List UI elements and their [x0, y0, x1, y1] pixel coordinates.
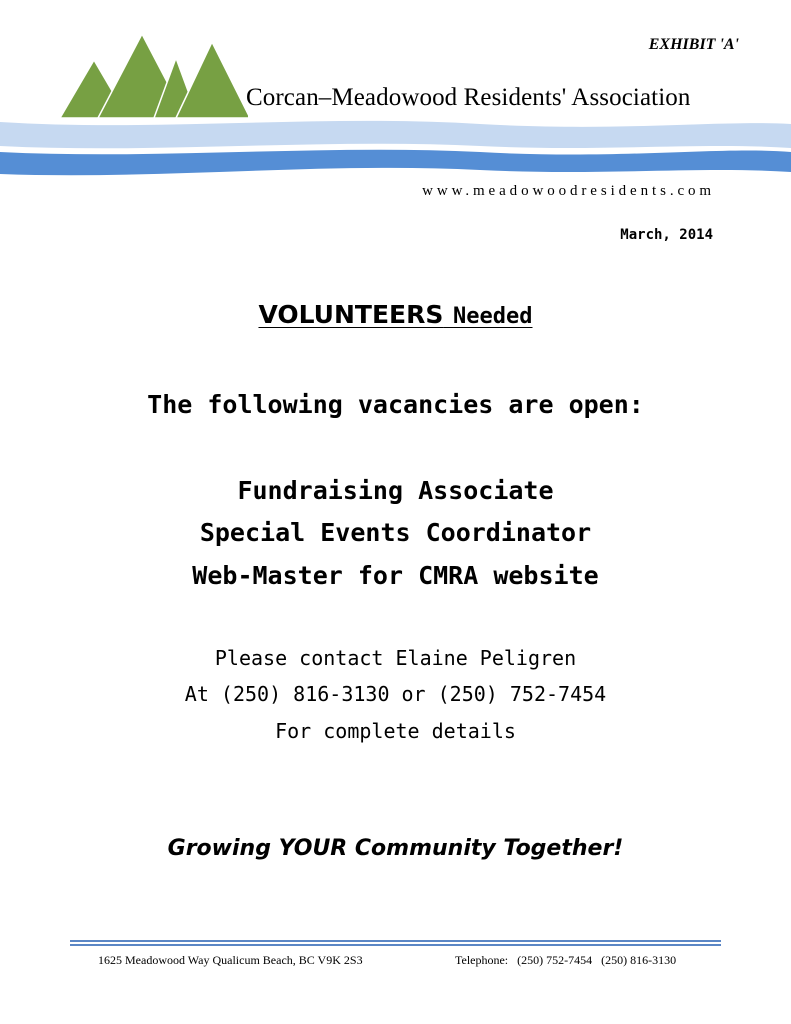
- vacancy-item: Web-Master for CMRA website: [192, 561, 599, 590]
- contact-line: Please contact Elaine Peligren: [214, 646, 577, 670]
- headline-main: VOLUNTEERS: [258, 300, 444, 329]
- footer-address: 1625 Meadowood Way Qualicum Beach, BC V9K 2S3: [98, 953, 363, 967]
- footer-divider: [70, 940, 721, 948]
- vacancy-item: Special Events Coordinator: [199, 518, 592, 547]
- organization-name: Corcan–Meadowood Residents' Association: [246, 84, 691, 111]
- headline-suffix: Needed: [453, 304, 533, 329]
- contact-line: At (250) 816-3130 or (250) 752-7454: [184, 682, 607, 706]
- vacancy-item: Fundraising Associate: [237, 476, 554, 505]
- wave-banner: [0, 118, 791, 182]
- mountains-logo-icon: [58, 30, 248, 122]
- vacancies-intro: The following vacancies are open:: [147, 390, 644, 419]
- website-url: www.meadowoodresidents.com: [422, 183, 715, 199]
- headline: [0, 300, 791, 329]
- slogan: Growing YOUR Community Together!: [167, 836, 624, 861]
- document-date: March, 2014: [620, 227, 713, 243]
- footer-phone: Telephone: (250) 752-7454 (250) 816-3130: [455, 953, 677, 967]
- contact-line: For complete details: [275, 719, 516, 743]
- exhibit-label: EXHIBIT 'A': [648, 36, 739, 53]
